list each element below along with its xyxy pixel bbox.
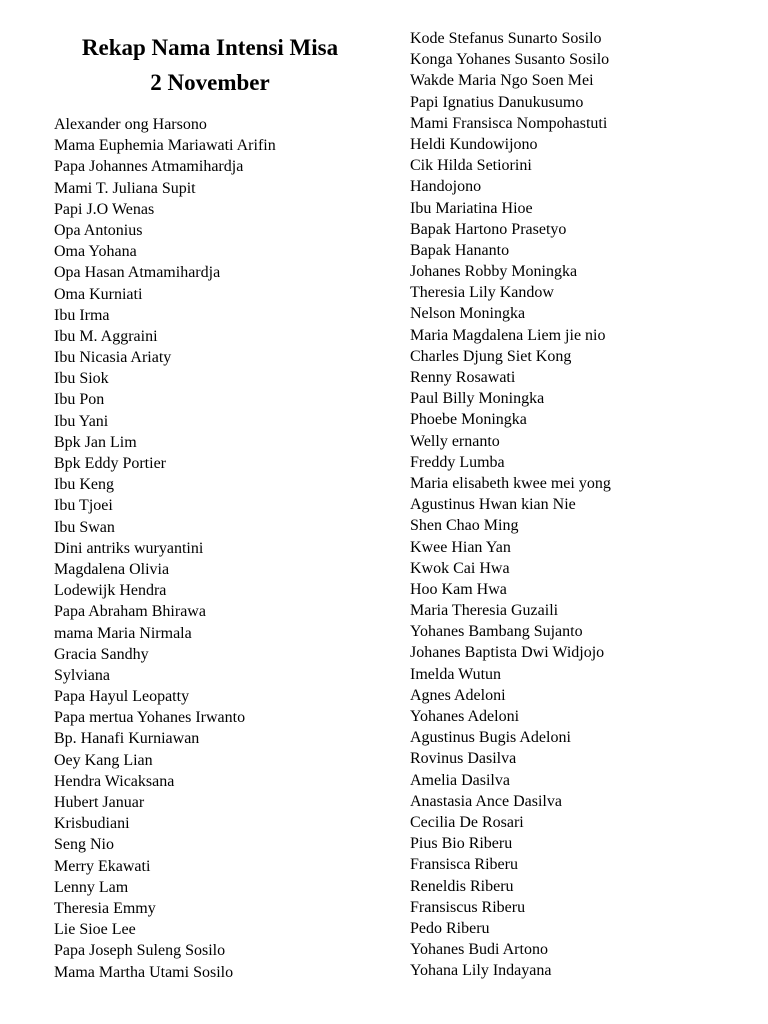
name-entry: Bpk Eddy Portier: [54, 455, 166, 472]
name-entry: Freddy Lumba: [410, 453, 505, 471]
name-entry: Cecilia De Rosari: [410, 813, 524, 831]
title-line-2: 2 November: [150, 70, 270, 95]
name-entry: Handojono: [410, 178, 482, 196]
name-entry: Fransiscus Riberu: [410, 898, 526, 916]
name-entry: Lenny Lam: [54, 878, 129, 896]
name-entry: Hendra Wicaksana: [54, 772, 175, 790]
name-entry: Papa Abraham Bhirawa: [54, 603, 206, 621]
name-entry: Welly ernanto: [410, 432, 500, 450]
name-entry: Phoebe Moningka: [410, 411, 527, 429]
name-entry: Imelda Wutun: [410, 665, 502, 683]
name-entry: Ibu Swan: [54, 518, 115, 536]
name-entry: Wakde Maria Ngo Soen Mei: [410, 72, 594, 90]
name-entry: Bapak Hananto: [410, 241, 510, 259]
name-entry: Maria elisabeth kwee mei yong: [410, 474, 611, 492]
name-entry: Ibu Irma: [54, 306, 110, 324]
name-entry: Amelia Dasilva: [410, 771, 510, 789]
name-entry: Yohanes Adeloni: [410, 708, 520, 725]
name-entry: Papa Hayul Leopatty: [54, 688, 190, 706]
name-entry: Agnes Adeloni: [410, 686, 506, 704]
name-entry: Bpk Jan Lim: [54, 433, 137, 451]
name-entry: Fransisca Riberu: [410, 856, 518, 874]
right-name-list: [410, 28, 760, 981]
name-entry: Maria Theresia Guzaili: [410, 602, 559, 620]
name-entry: Maria Magdalena Liem jie nio: [410, 326, 606, 344]
name-entry: Charles Djung Siet Kong: [410, 347, 572, 365]
name-entry: Nelson Moningka: [410, 305, 526, 323]
name-entry: Bapak Hartono Prasetyo: [410, 220, 567, 238]
name-entry: Theresia Emmy: [54, 899, 156, 917]
name-entry: Ibu Keng: [54, 476, 114, 494]
right-column: [410, 28, 760, 981]
name-entry: Shen Chao Ming: [410, 517, 519, 535]
name-entry: Opa Antonius: [54, 221, 143, 239]
name-entry: Dini antriks wuryantini: [54, 539, 204, 557]
name-entry: Ibu Pon: [54, 391, 105, 409]
name-entry: Reneldis Riberu: [410, 877, 514, 895]
name-entry: Ibu Nicasia Ariaty: [54, 349, 172, 367]
name-entry: mama Maria Nirmala: [54, 624, 192, 642]
name-entry: Renny Rosawati: [410, 369, 516, 386]
left-column: [54, 30, 384, 983]
name-entry: Hubert Januar: [54, 794, 145, 811]
name-entry: Yohana Lily Indayana: [410, 962, 552, 980]
name-entry: Johanes Robby Moningka: [410, 263, 578, 281]
name-entry: Lodewijk Hendra: [54, 582, 167, 600]
name-entry: Anastasia Ance Dasilva: [410, 792, 562, 810]
name-entry: Kode Stefanus Sunarto Sosilo: [410, 30, 602, 47]
name-entry: Papi Ignatius Danukusumo: [410, 93, 584, 111]
name-entry: Ibu M. Aggraini: [54, 327, 158, 345]
name-entry: Ibu Yani: [54, 412, 109, 430]
name-entry: Kwee Hian Yan: [410, 538, 511, 556]
name-entry: Seng Nio: [54, 836, 114, 854]
left-name-list: [54, 114, 384, 983]
name-entry: Krisbudiani: [54, 815, 130, 833]
name-entry: Kwok Cai Hwa: [410, 559, 510, 577]
name-entry: Papa Joseph Suleng Sosilo: [54, 942, 226, 960]
document-title: [54, 30, 366, 100]
name-entry: Alexander ong Harsono: [54, 116, 207, 133]
name-entry: Ibu Mariatina Hioe: [410, 199, 533, 217]
name-entry: Ibu Siok: [54, 370, 109, 388]
name-entry: Hoo Kam Hwa: [410, 580, 507, 598]
name-entry: Sylviana: [54, 666, 110, 684]
name-entry: Opa Hasan Atmamihardja: [54, 264, 221, 282]
name-entry: Johanes Baptista Dwi Widjojo: [410, 644, 605, 662]
name-entry: Merry Ekawati: [54, 857, 151, 875]
name-entry: Mami Fransisca Nompohastuti: [410, 114, 608, 132]
name-entry: Oma Yohana: [54, 243, 137, 261]
name-entry: Bp. Hanafi Kurniawan: [54, 730, 200, 748]
name-entry: Agustinus Hwan kian Nie: [410, 496, 576, 514]
name-entry: Paul Billy Moningka: [410, 390, 545, 408]
name-entry: Papa mertua Yohanes Irwanto: [54, 709, 246, 727]
name-entry: Yohanes Bambang Sujanto: [410, 623, 583, 641]
name-entry: Ibu Tjoei: [54, 497, 113, 515]
name-entry: Konga Yohanes Susanto Sosilo: [410, 51, 610, 69]
name-entry: Agustinus Bugis Adeloni: [410, 729, 571, 747]
name-entry: Heldi Kundowijono: [410, 135, 538, 153]
name-entry: Rovinus Dasilva: [410, 750, 517, 768]
name-entry: Oey Kang Lian: [54, 751, 153, 769]
name-entry: Oma Kurniati: [54, 285, 143, 303]
name-entry: Theresia Lily Kandow: [410, 284, 554, 302]
name-entry: Cik Hilda Setiorini: [410, 157, 532, 175]
name-entry: Mama Martha Utami Sosilo: [54, 963, 234, 981]
name-entry: Yohanes Budi Artono: [410, 941, 548, 959]
name-entry: Lie Sioe Lee: [54, 921, 136, 939]
name-entry: Mama Euphemia Mariawati Arifin: [54, 137, 276, 155]
name-entry: Gracia Sandhy: [54, 645, 149, 663]
name-entry: Papi J.O Wenas: [54, 200, 155, 218]
name-entry: Mami T. Juliana Supit: [54, 179, 196, 197]
title-line-1: Rekap Nama Intensi Misa: [81, 35, 339, 60]
name-entry: Magdalena Olivia: [54, 560, 170, 578]
name-entry: Pedo Riberu: [410, 919, 490, 937]
name-entry: Pius Bio Riberu: [410, 835, 513, 853]
name-entry: Papa Johannes Atmamihardja: [54, 158, 244, 176]
